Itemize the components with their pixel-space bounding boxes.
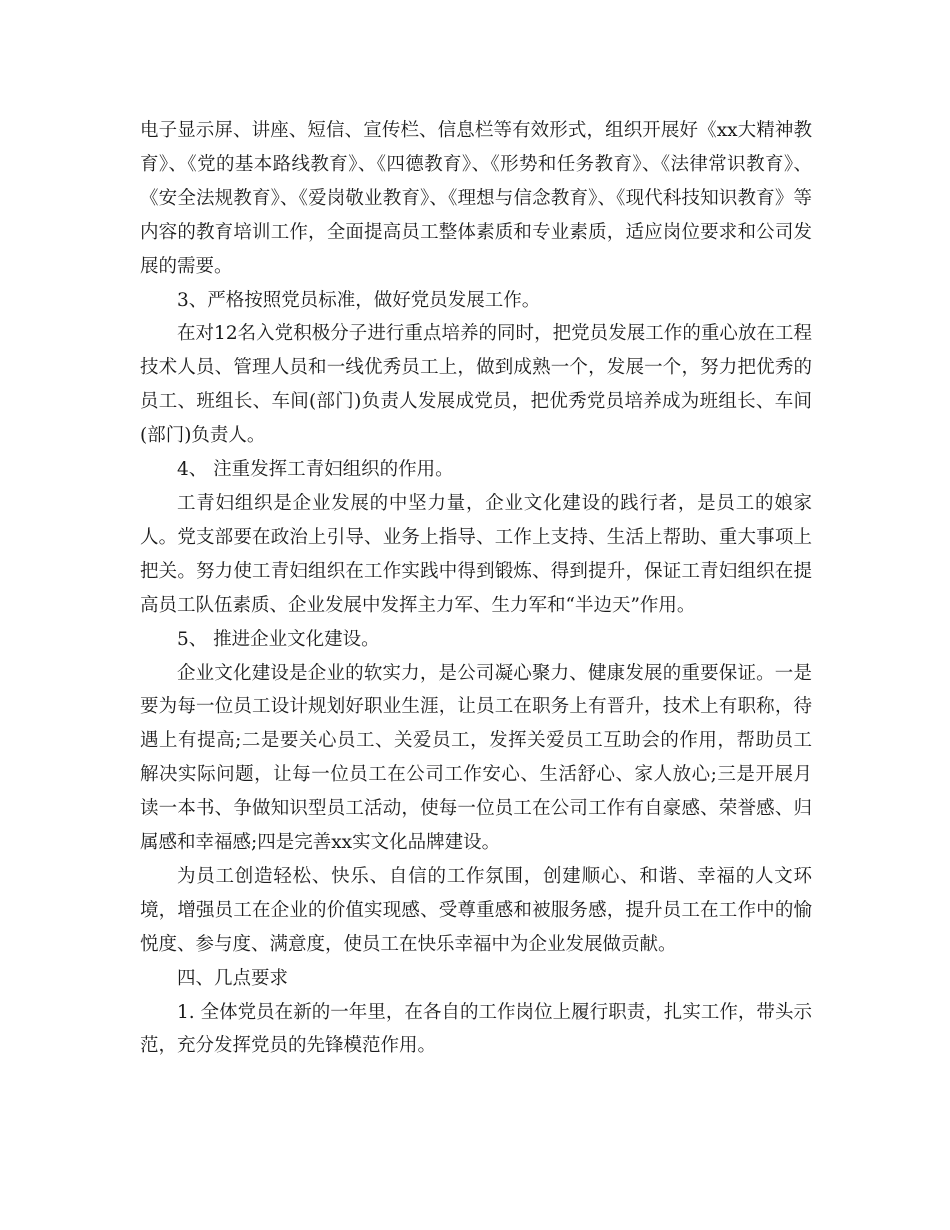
document-body (140, 114, 812, 1063)
paragraph-education-forms: 电子显示屏、讲座、短信、宣传栏、信息栏等有效形式，组织开展好《xx大精神教育》、《党的基本路线教育》、《四德教育》、《形势和任务教育》、《法律常识教育》、《安全法规教育》、《爱岗敬业教育》、《理想与信念教育》、《现代科技知识教育》等内容的教育培训工作，全面提高员工整体素质和专业素质，适应岗位要求和公司发展的需要。 (140, 120, 812, 277)
heading-requirements: 四、几点要求 (177, 967, 289, 989)
paragraph-youth-women-organizations: 工青妇组织是企业发展的中坚力量，企业文化建设的践行者，是员工的娘家人。党支部要在政治上引导、业务上指导、工作上支持、生活上帮助、重大事项上把关。努力使工青妇组织在工作实践中得到锻炼、得到提升，保证工青妇组织在提高员工队伍素质、企业发展中发挥主力军、生力军和“半边天”作用。 (140, 492, 812, 616)
paragraph-work-atmosphere: 为员工创造轻松、快乐、自信的工作氛围，创建顺心、和谐、幸福的人文环境，增强员工在企业的价值实现感、受尊重感和被服务感，提升员工在工作中的愉悦度、参与度、满意度，使员工在快乐幸福中为企业发展做贡献。 (140, 865, 812, 955)
paragraph-requirement-1: 1. 全体党员在新的一年里，在各自的工作岗位上履行职责，扎实工作，带头示范，充分发挥党员的先锋模范作用。 (140, 1001, 812, 1057)
paragraph-corporate-culture: 企业文化建设是企业的软实力，是公司凝心聚力、健康发展的重要保证。一是要为每一位员工设计规划好职业生涯，让员工在职务上有晋升，技术上有职称，待遇上有提高;二是要关心员工、关爱员工，发挥关爱员工互助会的作用，帮助员工解决实际问题，让每一位员工在公司工作安心、生活舒心、家人放心;三是开展月读一本书、争做知识型员工活动，使每一位员工在公司工作有自豪感、荣誉感、归属感和幸福感;四是完善xx实文化品牌建设。 (140, 662, 812, 854)
paragraph-party-member-development: 在对12名入党积极分子进行重点培养的同时，把党员发展工作的重心放在工程技术人员、管理人员和一线优秀员工上，做到成熟一个，发展一个，努力把优秀的员工、班组长、车间(部门)负责人发展成党员，把优秀党员培养成为班组长、车间(部门)负责人。 (140, 323, 812, 447)
heading-youth-women-organizations: 4、 注重发挥工青妇组织的作用。 (177, 459, 454, 481)
heading-party-member-development: 3、严格按照党员标准，做好党员发展工作。 (177, 289, 541, 311)
heading-corporate-culture: 5、 推进企业文化建设。 (177, 628, 380, 650)
